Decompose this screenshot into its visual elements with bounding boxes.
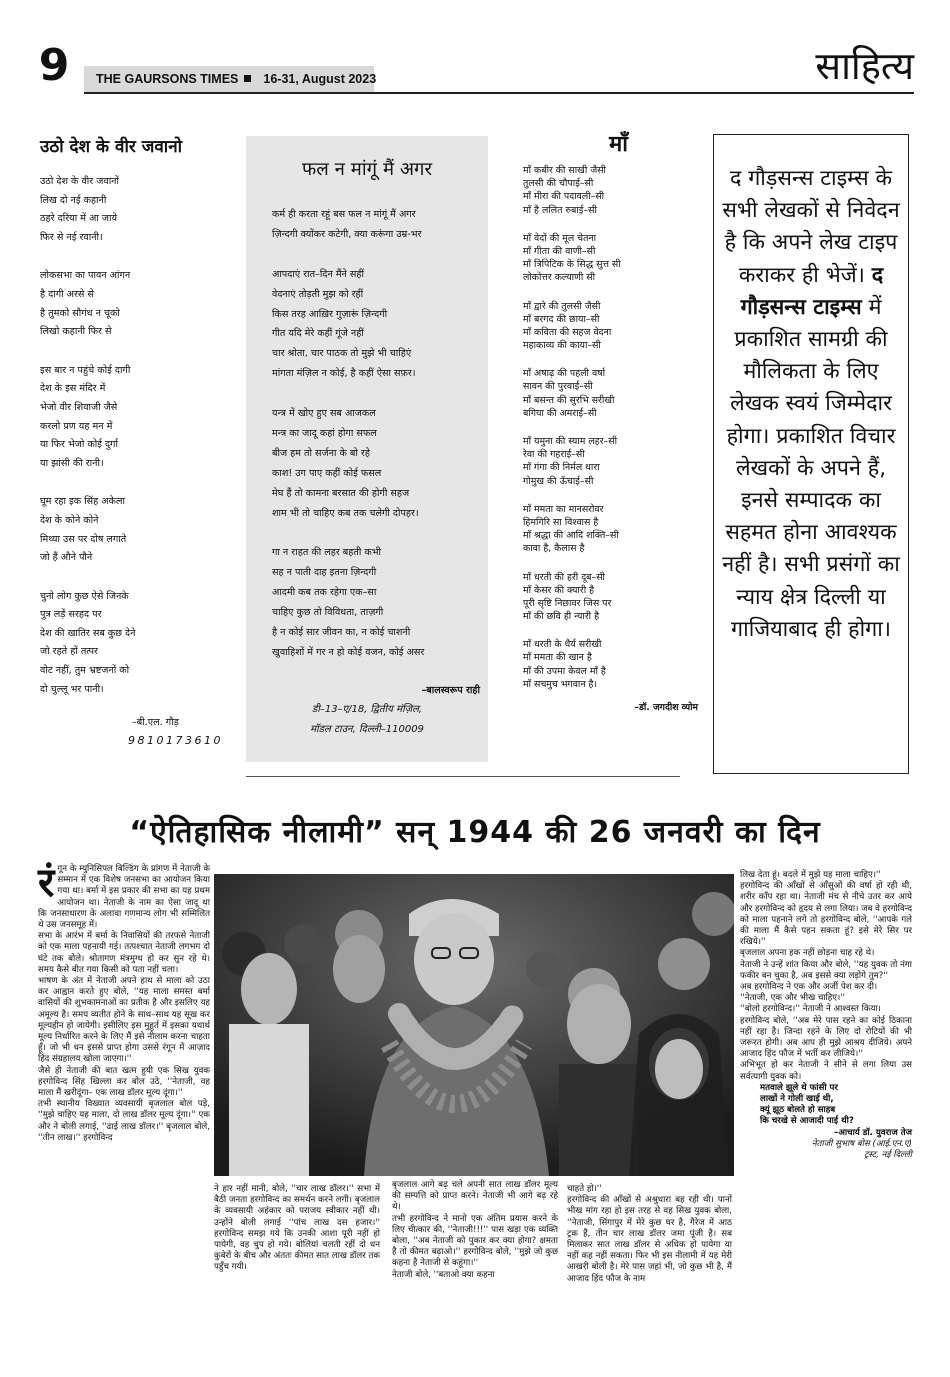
poem-line: माँ त्रिपिटिक के सिद्ध सुत्त सी bbox=[523, 259, 621, 271]
poem-line: गोमुख की ऊँचाई–सी bbox=[523, 475, 594, 487]
poem-line: किस तरह आख़िर गुज़ारूं ज़िन्दगी bbox=[272, 308, 388, 320]
paragraph: हरगोविन्द बोले, ''अब मेरे पास रहने का कोई ठिकाना नहीं रहा है। जिन्दा रहने के लिए दो रोटियों की भी जरूरत होगी। अब आप ही मुझे आश्रय दीजिये। अपने आजाद हिंद फौज में भर्ती कर लीजिये।'' bbox=[740, 1015, 912, 1060]
paragraph: तभी स्थानीय विख्यात व्यवसायी बृजलाल बोल पड़े, ''मुझे चाहिए यह माला, दो लाख डॉलर मूल्य दूंगा।'' एक और ने बोली लगाई, ''ढाई लाख डॉलर।'' बृजलाल बोले, ''तीन लाख।'' हरगोविन्द bbox=[38, 1099, 210, 1143]
poem-line: माँ गंगा की निर्मल धारा bbox=[523, 462, 600, 474]
poem-2-author: –बालस्वरूप राही bbox=[421, 684, 480, 696]
stanza bbox=[523, 300, 698, 353]
poem-line: फिर से नई रवानी। bbox=[40, 231, 103, 243]
address-line: मॉडल टाउन, दिल्ली–110009 bbox=[310, 723, 424, 735]
stanza bbox=[523, 503, 698, 556]
quote-line: कि चरखे से आजादी पाई थी? bbox=[760, 1116, 854, 1127]
poem-line: आपदाएं रात–दिन मैंने सहीं bbox=[272, 268, 364, 280]
paragraph: नेताजी ने उन्हें शांत किया और बोले, ''यह युवक तो नंगा फकीर बन चुका है, अब इससे क्या लड़ोगे तुम?'' bbox=[740, 959, 912, 981]
paragraph: जैसे ही नेताजी की बात खत्म हुयी एक सिख युवक हरगोविन्द सिंह खिल्ला कर बोल उठे, ''नेताजी, वह माला मैं खरीदूंगा– एक लाख डॉलर मूल्य दूंगा।'' bbox=[38, 1065, 210, 1099]
poem-line: सावन की पुरवाई–सी bbox=[523, 381, 593, 393]
poem-line: पूरी सृष्टि निछावर जिस पर bbox=[523, 597, 612, 609]
paragraph: लिख देता हूं। बदले में मुझे यह माला चाहिए।'' bbox=[740, 870, 881, 880]
poem-line: हिमगिरि सा विश्वास है bbox=[523, 516, 599, 528]
notice-post: में प्रकाशित सामग्री की मौलिकता के लिए लेखक स्वयं जिम्मेदार होगा। प्रकाशित विचार लेखकों के अपने हैं, इनसे सम्पादक का सहमत होना आवश्यक नहीं है। सभी प्रसंगों का न्याय क्षेत्र दिल्ली या गाजियाबाद ही होगा। bbox=[722, 294, 900, 642]
poem-line: लिख दो नई कहानी bbox=[40, 194, 107, 206]
poem-line: चुनो लोग कुछ ऐसे जिनके bbox=[40, 590, 129, 602]
header-rule bbox=[84, 92, 914, 94]
notice-text bbox=[714, 163, 908, 646]
poem-line: माँ यमुना की स्याम लहर–सी bbox=[523, 436, 617, 447]
poem-line: घूम रहा इक सिंह अकेला bbox=[40, 496, 125, 508]
page-number: 9 bbox=[38, 40, 70, 91]
stanza bbox=[523, 164, 698, 217]
netaji-photo bbox=[214, 874, 734, 1176]
quote-line: लाखों ने गोली खाई थी, bbox=[760, 1094, 834, 1105]
poem-line: महाकाव्य की काया–सी bbox=[523, 340, 601, 352]
poem-line: खुवाहिशों में गर न हो कोई वजन, कोई असर bbox=[272, 646, 425, 658]
notice-bold: द गौड़सन्स टाइम्स bbox=[740, 262, 884, 320]
poem-line: पुत्र लड़ें सरहद पर bbox=[40, 609, 102, 621]
closing-quote bbox=[740, 1083, 912, 1128]
article-column-3 bbox=[392, 1180, 558, 1281]
quote-line: क्यूं झूठ बोलते हो साहब bbox=[760, 1105, 836, 1116]
signature-name: –आचार्य डॉ. युवराज तेज bbox=[834, 1127, 912, 1138]
poem-3-author: –डॉ. जगदीश व्योम bbox=[634, 702, 698, 713]
paragraph: अब हरगोविन्द ने एक और अर्जी पेश कर दी। bbox=[740, 982, 878, 993]
stanza bbox=[40, 362, 240, 474]
paragraph: बृजलाल आगे बढ़ चले अपनी सात लाख डॉलर मूल्य की सम्पत्ति को प्राप्त करने। नेताजी भी आगे बढ़ रहे थे। bbox=[392, 1180, 558, 1213]
poem-line: मांगता मंज़िल न कोई, है कहीं ऐसा सफ़र। bbox=[272, 368, 416, 380]
poem-line: माँ द्वारे की तुलसी जैसी bbox=[523, 300, 601, 312]
poem-line: शाम भी तो चाहिए कब तक चलेगी दोपहर। bbox=[272, 507, 419, 519]
poem-line: माँ धरती के धैर्य सरीखी bbox=[523, 639, 602, 651]
paragraph: नेताजी बोले, ''बताओ क्या कहना bbox=[392, 1269, 495, 1280]
poem-line: ठहरे दरिया में आ जाये bbox=[40, 213, 118, 225]
article-column-2 bbox=[214, 1184, 380, 1274]
paragraph: हरगोविन्द की आँखों से अश्रुधारा बह रही थी। पानों भीख मांग रहा हो इस तरह से वह सिख युवक बोला, ''नेताजी, सिंगापुर में मेरे कुछ घर है, गैरेज में आठ ट्रक हैं, तीन चार लाख डॉलर जमा पूंजी है। सब मिलाकर सात लाख डॉलर से अधिक हो पायेगा या नहीं कह नहीं सकता। फिर भी इस नीलामी में यह मेरी आखरी बोली है। मेरे पास जहां भी, जो कुछ भी है, मैं आजाद हिंद फौज के नाम bbox=[567, 1195, 732, 1284]
stanza bbox=[40, 588, 240, 700]
poem-line: देश की खातिर सब कुछ देने bbox=[40, 627, 136, 639]
poem-line: माँ की छवि ही न्यारी है bbox=[523, 611, 600, 623]
square-bullet-icon bbox=[244, 75, 251, 82]
poem-line: माँ है ललित रुबाई–सी bbox=[523, 204, 597, 216]
poem-line: माँ गीता की वाणी–सी bbox=[523, 245, 596, 257]
paragraph: चाहते हो।'' bbox=[567, 1184, 602, 1194]
poem-line: वेदनाएं तोड़ती मुझ को रहीं bbox=[272, 288, 364, 300]
poem-2-lines bbox=[246, 205, 488, 663]
poem-line: माँ मीरा की पदावली–सी bbox=[523, 191, 605, 203]
poem-line: ज़िन्दगी क्योंकर कटेगी, क्या करूंगा उम्र-भर bbox=[272, 228, 422, 240]
issue-date: 16-31, August 2023 bbox=[263, 72, 377, 86]
poem-line: गा न राहत की लहर बहती कभी bbox=[272, 547, 381, 559]
poem-line: दो चुल्लू भर पानी। bbox=[40, 683, 104, 695]
poem-line: यन्त्र में खोए हुए सब आजकल bbox=[272, 408, 376, 420]
poem-line: उठो देश के वीर जवानों bbox=[40, 176, 119, 187]
poem-line: माँ केसर की क्यारी है bbox=[523, 584, 595, 596]
poem-line: देश के इस मंदिर में bbox=[40, 383, 106, 395]
poem-line: लिखो कहानी फिर से bbox=[40, 326, 112, 338]
poem-line: माँ श्रद्धा की आदि शक्ति–सी bbox=[523, 530, 619, 542]
poem-3-lines bbox=[523, 164, 698, 691]
paragraph: अभिभूत हो कर नेताजी ने सीने से लगा लिया उस सर्वत्यागी युवक को। bbox=[740, 1060, 912, 1082]
poem-line: मेघ हैं तो कामना बरसात की होगी सहज bbox=[272, 487, 410, 499]
poem-line: माँ कविता की सहज वेदना bbox=[523, 326, 612, 338]
poem-line: या झांसी की रानी। bbox=[40, 457, 104, 469]
poems-bottom-rule bbox=[246, 776, 680, 777]
address-line: डी–13–ए/18, द्वितीय मंज़िल, bbox=[311, 703, 423, 715]
article-column-1 bbox=[38, 860, 210, 1144]
poem-line: लोकोत्तर कल्याणी सी bbox=[523, 272, 596, 284]
poem-line: काश! उग पाए कहीं कोई फसल bbox=[272, 467, 382, 479]
article-signature bbox=[740, 1128, 912, 1162]
paragraph: ''नेताजी, एक और भीख चाहिए।'' bbox=[740, 993, 846, 1004]
stanza bbox=[523, 435, 698, 488]
poem-line: माँ अषाढ़ की पहली वर्षा bbox=[523, 368, 606, 380]
poem-line: माँ कबीर की साखी जैसी bbox=[523, 165, 606, 176]
poem-2-title: फल न मांगूं मैं अगर bbox=[301, 159, 433, 180]
paragraph: सभा के आरंभ में बर्मा के निवासियों की तरफसे नेताजी को एक माला पहनायी गई। तत्पश्चात नेताजी लगभग दो घंटे तक बोले। श्रोतागण मंत्रमुग्ध हो कर सुन रहे थे। समय कैसे बीत गया किसी को पता नहीं चला। bbox=[38, 931, 210, 975]
paragraph: हरगोविन्द की आँखों से आँसुओं की वर्षा हो रही थी, शरीर काँप रहा था। नेताजी मंच से नीचे उतर कर आये और हरगोविन्द को हृदय से लगा लिया। जब वे हरगोविन्द को माला पहनाने लगे तो हरगोविन्द बोले, ''आपके गले की माला मैं कैसे पहन सकता हूं? इसे मेरे सिर पर रखिये।'' bbox=[740, 881, 913, 948]
poem-line: माँ ममता का मानसरोवर bbox=[523, 503, 604, 515]
section-title: साहित्य bbox=[815, 44, 914, 88]
signature-place: ट्रस्ट, नई दिल्ली bbox=[864, 1150, 912, 1161]
poem-line: जो रहते हों तत्पर bbox=[40, 646, 98, 658]
poem-1-title: उठो देश के वीर जवानो bbox=[40, 137, 183, 157]
poem-line: सह न पाती दाह इतना ज़िन्दगी bbox=[272, 567, 377, 579]
paragraph: गून के म्युनिसिपल बिल्डिंग के प्रांगण में नेताजी के सम्मान में एक विशेष जनसभा का आयोजन किया गया था। बर्मा में इस प्रकार की सभा का यह प्रथम आयोजन था। नेताजी के नाम का ऐसा जादू था कि जनसाधारण के अलावा गणमान्य लोग भी सम्मिलित थे उस जनसमूह में। bbox=[38, 864, 210, 931]
masthead-bar bbox=[84, 66, 377, 92]
poem-line: कावा है, कैलास है bbox=[523, 543, 585, 555]
article-column-4 bbox=[567, 1184, 732, 1285]
stanza bbox=[523, 571, 698, 624]
poem-line: माँ धरती की हरी दूब–सी bbox=[523, 571, 605, 583]
crowd-photo-illustration bbox=[214, 874, 734, 1176]
poem-3 bbox=[523, 128, 698, 713]
poem-line: वोट नहीं, तुम भ्रष्टजनों को bbox=[40, 665, 130, 677]
poem-line: लोकसभा का पावन आंगन bbox=[40, 270, 131, 282]
notice-pre: द गौड़सन्स टाइम्स के सभी लेखकों से निवेदन है कि अपने लेख टाइप कराकर ही भेजें। bbox=[722, 166, 900, 288]
article-column-5 bbox=[740, 870, 912, 1161]
poem-line: बगिया की अमराई–सी bbox=[523, 407, 597, 419]
poem-line: चार श्रोता, चार पाठक तो मुझे भी चाहिएं bbox=[272, 348, 412, 360]
paragraph: ''बोलो हरगोविन्द।'' नेताजी ने आश्वस्त किया। bbox=[740, 1004, 881, 1015]
paragraph: ने हार नहीं मानी, बोले, ''चार लाख डॉलर।'' सभा में बैठी जनता हरगोविन्द का समर्थन करने लगी। बृजलाल के व्यवसायी अहंकार को पराजय स्वीकार नहीं थी। उन्होंने बोली लगाई ''पांच लाख दस हजार।'' हरगोविन्द समझ गये कि उनकी आशा पूरी नहीं हो पायेगी, वह चुप हो गये। बोलियां चलती रहीं दो धन कुबेरों के बीच और अंततः कीमत सात लाख डॉलर तक पहुँच गयी। bbox=[214, 1184, 380, 1273]
poem-line: रेवा की गहराई–सी bbox=[523, 449, 585, 461]
poem-line: देश के कोने कोने bbox=[40, 514, 99, 526]
masthead-text bbox=[84, 72, 376, 86]
poem-line: चाहिए कुछ तो विविधता, ताज़गी bbox=[272, 607, 384, 619]
poem-1-phone: 9810173610 bbox=[128, 734, 223, 748]
stanza bbox=[272, 543, 488, 662]
poem-line: माँ बसन्त की सुरभि सरीखी bbox=[523, 394, 615, 406]
stanza bbox=[40, 267, 240, 341]
poem-2-address bbox=[246, 700, 488, 740]
stanza bbox=[523, 367, 698, 420]
poem-line: माँ वेदों की मूल चेतना bbox=[523, 232, 597, 244]
poem-line: गीत यदि मेरे कहीं गूंजे नहीं bbox=[272, 328, 364, 340]
paragraph: तभी हरगोविन्द ने मानो एक अंतिम प्रयास करने के लिए चीत्कार की, ''नेताजी!!!'' पास खड़ा एक व्यक्ति बोला, ''अब नेताजी को पुकार कर क्या होगा? क्षमता है तो कीमत बढ़ाओ।'' हरगोविन्द बोले, ''मुझे जो कुछ कहना है नेताजी से कहूंगा।'' bbox=[392, 1213, 558, 1269]
paragraph: बृजलाल अपना हक नहीं छोड़ना चाह रहे थे। bbox=[740, 948, 875, 959]
poem-2-box bbox=[246, 136, 488, 762]
poem-line: माँ सचमुच भगवान है। bbox=[523, 678, 598, 690]
poem-line: कर्म ही करता रहूं बस फल न मांगूं मैं अगर bbox=[272, 209, 416, 220]
drop-cap: रं bbox=[38, 860, 55, 906]
poem-line: है न कोई सार जीवन का, न कोई चाशनी bbox=[272, 627, 411, 639]
stanza bbox=[272, 265, 488, 384]
poem-1-lines bbox=[40, 173, 240, 699]
poem-line: माँ बरगद की छाया–सी bbox=[523, 313, 600, 325]
notice-box bbox=[713, 134, 909, 774]
poem-line: है दागी अरसे से bbox=[40, 288, 94, 300]
poem-line: इस बार न पहुंचे कोई दागी bbox=[40, 364, 131, 376]
poem-line: माँ की उपमा केवल माँ है bbox=[523, 665, 606, 677]
poem-line: भेजो वीर शिवाजी जैसे bbox=[40, 401, 118, 413]
stanza bbox=[523, 232, 698, 285]
poem-line: है तुमको सौगंध न चूको bbox=[40, 307, 120, 319]
stanza bbox=[40, 173, 240, 247]
signature-org: नेताजी सुभाष बोस (आई.एन.ए) bbox=[811, 1138, 912, 1149]
poem-line: करलो प्रण यह मन में bbox=[40, 420, 113, 432]
poem-1-author: –बी.एल. गौड़ bbox=[132, 717, 179, 729]
stanza bbox=[523, 638, 698, 691]
poem-line: तुलसी की चौपाई–सी bbox=[523, 178, 594, 190]
paper-name: THE GAURSONS TIMES bbox=[96, 72, 239, 86]
stanza bbox=[272, 205, 488, 245]
stanza bbox=[40, 493, 240, 567]
poem-line: या फिर भेजो कोई दुर्गा bbox=[40, 439, 118, 451]
poem-line: जो हैं औने पौने bbox=[40, 552, 93, 564]
poem-3-title: माँ bbox=[609, 132, 628, 157]
poem-line: मन्त्र का जादू कहां होगा सफल bbox=[272, 428, 377, 440]
poem-line: बीज हम तो सर्जना के बो रहे bbox=[272, 447, 370, 459]
paragraph: भाषण के अंत में नेताजी अपने हाथ से माला को उठा कर आह्वान करते हुए बोले, ''यह माला समस्त बर्मा वासियों की शुभकामनाओं का प्रतीक है और इसलिए यह अमूल्य है। समय व्यतीत होने के साथ–साथ यह सूख कर मूल्यहीन हो जायेगी। इसीलिए इस मुहुर्त में इसका यथार्थ मूल्य निर्धारित करने के लिए मैं इसे नीलाम करना चाहता हूँ। जो भी धन इससे प्राप्त होगा उससे रंगून में आज़ाद हिंद संग्रहालय खोला जाएगा।'' bbox=[38, 976, 210, 1065]
article-headline: “ऐतिहासिक नीलामी” सन् 1944 की 26 जनवरी का दिन bbox=[129, 815, 821, 850]
stanza bbox=[272, 404, 488, 523]
poem-line: माँ ममता की खान है bbox=[523, 652, 592, 664]
poem-1 bbox=[40, 134, 240, 747]
poem-line: मिथ्या उस पर दोष लगाते bbox=[40, 533, 127, 545]
poem-line: आदमी कब तक रहेगा एक–सा bbox=[272, 587, 377, 599]
quote-line: मतवाले झूले थे फांसी पर bbox=[760, 1082, 838, 1093]
